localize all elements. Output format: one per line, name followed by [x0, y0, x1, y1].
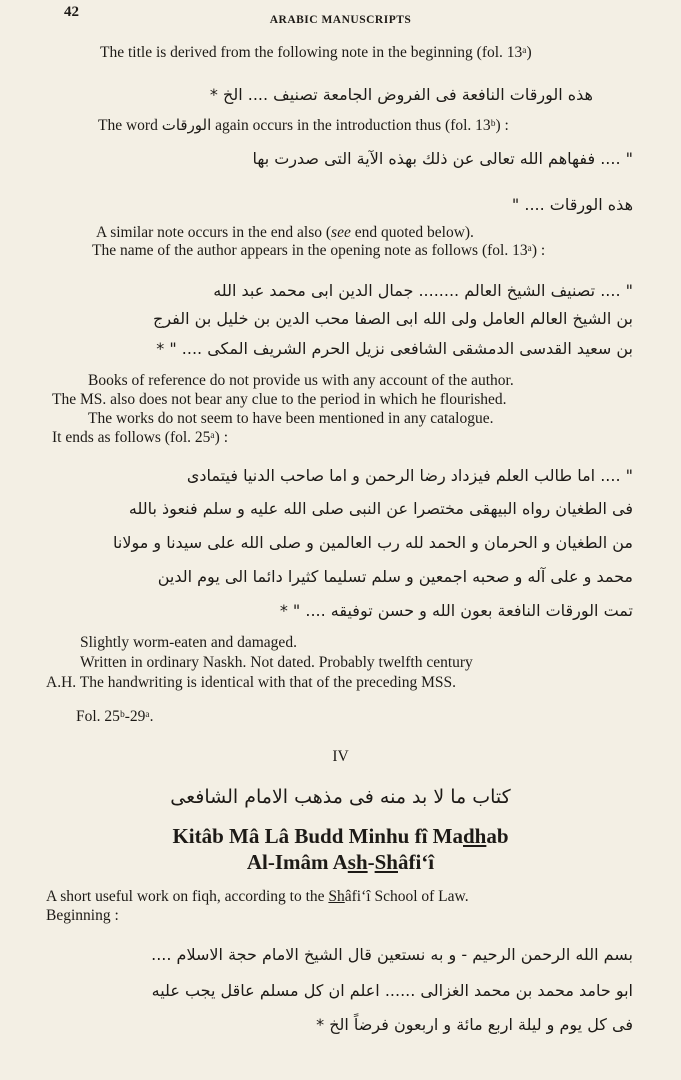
text-fragment: again occurs in the introduction thus (fol. 13ᵇ) : [215, 117, 509, 134]
arabic-line: فى الطغيان رواه البيهقى مختصرا عن النبى صلى الله عليه و سلم فنعوذ بالله [128, 499, 633, 518]
section-number: IV [332, 748, 349, 765]
arabic-line: " .... تصنيف الشيخ العالم ........ جمال الدين ابى محمد عبد الله [213, 281, 633, 300]
text-line: The works do not seem to have been mentioned in any catalogue. [88, 410, 494, 427]
arabic-title: كتاب ما لا بد منه فى مذهب الامام الشافعى [170, 786, 511, 808]
arabic-line: ابو حامد محمد بن محمد الغزالى ...... اعلم ان كل مسلم عاقل يجب عليه [151, 981, 633, 1000]
text-line: Beginning : [46, 907, 119, 924]
arabic-line: " .... ففهاهم الله تعالى عن ذلك بهذه الآية التى صدرت بها [252, 149, 633, 168]
arabic-line: محمد و على آله و صحبه اجمعين و سلم تسليما كثيرا دائما الى يوم الدين [157, 567, 633, 586]
page-number: 42 [64, 4, 79, 20]
title-line-1: Kitâb Mâ Lâ Budd Minhu fî Madhab [172, 824, 509, 848]
arabic-line: بسم الله الرحمن الرحيم - و به نستعين قال الشيخ الامام حجة الاسلام .... [151, 945, 633, 964]
running-title: ARABIC MANUSCRIPTS [269, 14, 412, 26]
arabic-line: " .... اما طالب العلم فيزداد رضا الرحمن و اما صاحب الدنيا فيتمادى [186, 466, 633, 485]
text-line: The name of the author appears in the opening note as follows (fol. 13ᵃ) : [92, 242, 546, 259]
text-fragment: The word [98, 117, 158, 134]
arabic-line: هذه الورقات .... " [511, 195, 633, 214]
arabic-line: من الطغيان و الحرمان و الحمد لله رب العالمين و صلى الله على سيدنا و مولانا [113, 533, 633, 552]
text-line: Written in ordinary Naskh. Not dated. Probably twelfth century [80, 654, 473, 671]
text-line [98, 114, 509, 136]
text-line: Books of reference do not provide us with any account of the author. [88, 372, 514, 389]
title-line-2: Al-Imâm Ash-Shâfi‘î [246, 850, 435, 874]
arabic-line: فى كل يوم و ليلة اربع مائة و اربعون فرضاً الخ * [316, 1015, 633, 1034]
description-line: A short useful work on fiqh, according to the Shâfi‘î School of Law. [46, 888, 469, 905]
text-line: The MS. also does not bear any clue to the period in which he flourished. [52, 391, 507, 408]
arabic-word: الورقات [161, 116, 212, 134]
text-line: It ends as follows (fol. 25ᵃ) : [52, 429, 229, 446]
arabic-line: هذه الورقات النافعة فى الفروض الجامعة تصنيف .... الخ * [209, 85, 593, 104]
text-line: A similar note occurs in the end also (see end quoted below). [96, 224, 474, 241]
arabic-line: تمت الورقات النافعة بعون الله و حسن توفيقه .... " * [279, 601, 633, 620]
arabic-line: بن سعيد القدسى الدمشقى الشافعى نزيل الحرم الشريف المكى .... " * [156, 339, 633, 358]
text-line: Fol. 25ᵇ-29ᵃ. [76, 708, 154, 725]
text-line: The title is derived from the following note in the beginning (fol. 13ᵃ) [100, 44, 532, 61]
arabic-line: بن الشيخ العالم العامل ولى الله ابى الصفا محب الدين بن خليل بن الفرج [153, 309, 633, 328]
text-line: Slightly worm-eaten and damaged. [80, 634, 297, 651]
text-line: A.H. The handwriting is identical with that of the preceding MSS. [46, 674, 456, 691]
